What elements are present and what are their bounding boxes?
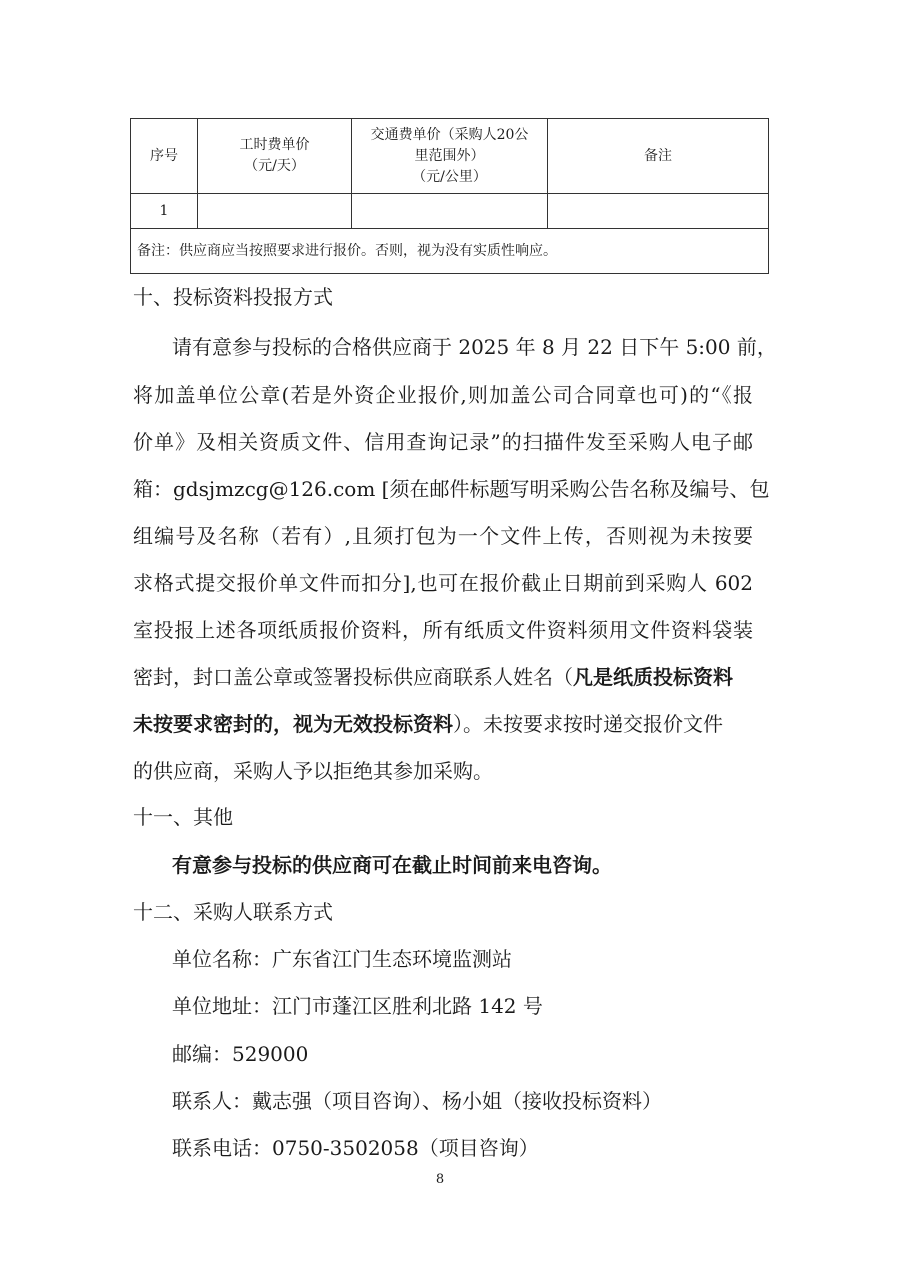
page-number: 8 (435, 1172, 445, 1187)
section-10-line-1: 请有意参与投标的合格供应商于 2025 年 8 月 22 日下午 5:00 前， (172, 335, 777, 359)
header-seq: 序号 (131, 119, 198, 194)
section-10-line-10: 的供应商，采购人予以拒绝其参加采购。 (133, 759, 493, 783)
row-seq: 1 (131, 194, 198, 229)
section-10-line-7: 室投报上述各项纸质报价资料，所有纸质文件资料须用文件资料袋装 (133, 618, 753, 642)
header-remark: 备注 (548, 119, 769, 194)
contact-postcode: 邮编：529000 (172, 1042, 309, 1066)
section-10-line-8: 密封，封口盖公章或签署投标供应商联系人姓名（凡是纸质投标资料 (133, 665, 733, 689)
contact-address: 单位地址：江门市蓬江区胜利北路 142 号 (172, 994, 543, 1018)
row-remark (548, 194, 769, 229)
invalid-warning-part-2: 未按要求密封的，视为无效投标资料 (133, 712, 453, 736)
section-11-text: 有意参与投标的供应商可在截止时间前来电咨询。 (172, 853, 612, 877)
invalid-warning-part-1: 凡是纸质投标资料 (573, 665, 733, 689)
section-10-line-6: 求格式提交报价单文件而扣分],也可在报价截止日期前到采购人 602 (133, 571, 753, 595)
table-note: 备注：供应商应当按照要求进行报价。否则，视为没有实质性响应。 (131, 229, 769, 274)
table-header-row (131, 119, 769, 194)
header-transport-price: 交通费单价（采购人20公 里范围外） （元/公里） (352, 119, 548, 194)
header-labor-price: 工时费单价 （元/天） (198, 119, 352, 194)
quotation-table (130, 118, 769, 274)
row-transport (352, 194, 548, 229)
section-10-line-4: 箱：gdsjmzcg@126.com [须在邮件标题写明采购公告名称及编号、包 (133, 477, 770, 501)
section-10-line-2: 将加盖单位公章(若是外资企业报价,则加盖公司合同章也可)的“《报 (133, 383, 753, 407)
section-10-line-9: 未按要求密封的，视为无效投标资料）。未按要求按时递交报价文件 (133, 712, 723, 736)
contact-unit-name: 单位名称：广东省江门生态环境监测站 (172, 947, 512, 971)
table-row (131, 194, 769, 229)
section-11-heading: 十一、其他 (133, 805, 233, 829)
section-12-heading: 十二、采购人联系方式 (133, 900, 333, 924)
contact-phone: 联系电话：0750-3502058（项目咨询） (172, 1136, 539, 1160)
section-10-line-3: 价单》及相关资质文件、信用查询记录”的扫描件发至采购人电子邮 (133, 430, 753, 454)
row-labor (198, 194, 352, 229)
table-note-row (131, 229, 769, 274)
section-10-line-5: 组编号及名称（若有）,且须打包为一个文件上传，否则视为未按要 (133, 524, 753, 548)
contact-persons: 联系人：戴志强（项目咨询）、杨小姐（接收投标资料） (172, 1089, 662, 1113)
section-10-heading: 十、投标资料投报方式 (133, 285, 333, 309)
